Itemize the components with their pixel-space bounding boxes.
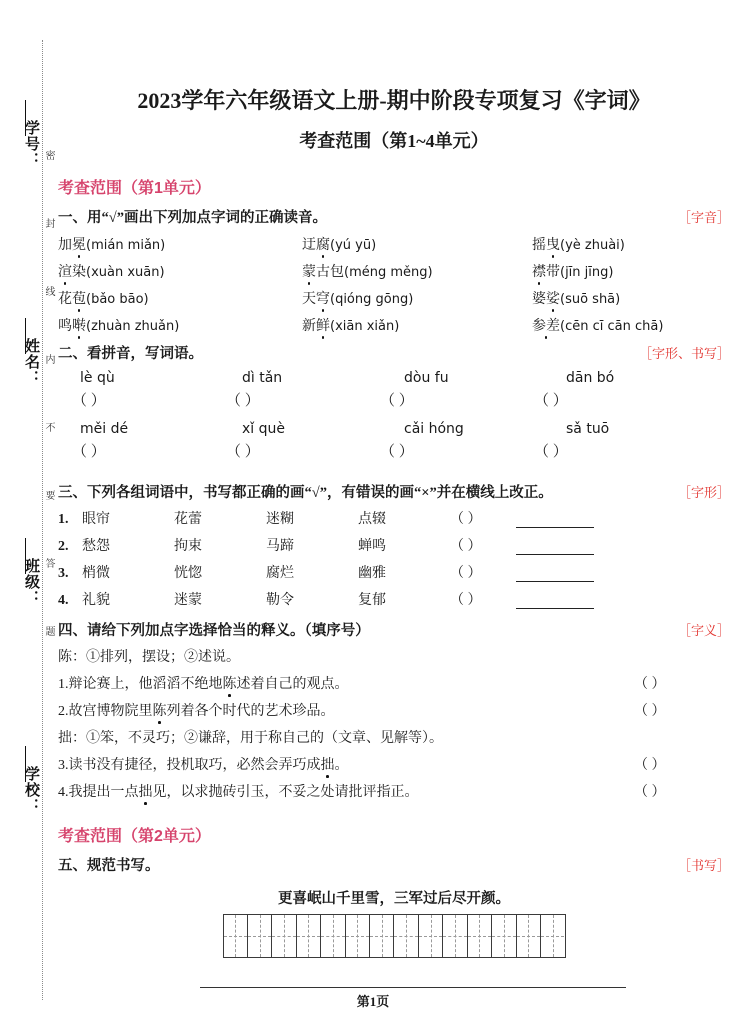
margin-field-name[interactable]: 姓名： xyxy=(23,338,40,386)
page-number: 第1页 xyxy=(356,994,390,1009)
pinyin-word-row xyxy=(58,369,730,387)
question-sentence xyxy=(58,700,335,720)
word-suffix: 古包 xyxy=(316,265,344,280)
pronunciation-row xyxy=(58,315,730,335)
pinyin-text: měi dé xyxy=(80,421,129,437)
answer-blank[interactable]: （ ） xyxy=(72,444,106,460)
pinyin-label xyxy=(544,420,706,438)
group-word[interactable]: 幽雅 xyxy=(358,566,386,581)
handwriting-grid[interactable] xyxy=(223,914,566,958)
pinyin-label xyxy=(382,420,544,438)
handwriting-cell[interactable] xyxy=(248,915,272,957)
handwriting-cell[interactable] xyxy=(468,915,492,957)
handwriting-cell[interactable] xyxy=(346,915,370,957)
word-group-row xyxy=(58,589,730,609)
dotted-character: 娑 xyxy=(546,288,560,308)
sentence-suffix: 见，以求抛砖引玉，不妥之处请批评指正。 xyxy=(152,785,419,800)
answer-parentheses[interactable] xyxy=(366,440,520,461)
pinyin-label xyxy=(58,420,220,438)
pinyin-choices[interactable]: (qióng gōng) xyxy=(330,292,414,307)
handwriting-cell[interactable] xyxy=(394,915,418,957)
section-3-tag: ［字形］ xyxy=(677,485,730,500)
group-word[interactable]: 愁怨 xyxy=(82,539,110,554)
correction-blank[interactable] xyxy=(516,541,594,555)
pronunciation-item[interactable] xyxy=(58,261,302,281)
sentence-suffix: 列着各个时代的艺术珍品。 xyxy=(166,704,335,719)
section-1-items xyxy=(58,234,730,335)
section-5-tag: ［书写］ xyxy=(677,858,730,873)
pinyin-choices[interactable]: (bǎo bāo) xyxy=(86,292,149,307)
group-word[interactable]: 花蕾 xyxy=(174,512,202,527)
sentence-suffix: 。 xyxy=(334,758,349,773)
pinyin-text: dòu fu xyxy=(404,370,449,386)
pinyin-choices[interactable]: (yè zhuài) xyxy=(560,238,625,253)
question-sentence xyxy=(58,754,349,774)
meaning-answer-parentheses[interactable]: （ ） xyxy=(634,758,666,773)
pinyin-text: cǎi hóng xyxy=(404,421,464,437)
section-4-header xyxy=(58,619,730,640)
meaning-question-row xyxy=(58,754,730,774)
section-3-items xyxy=(58,508,730,609)
pronunciation-item[interactable] xyxy=(302,234,532,254)
correction-blank[interactable] xyxy=(516,568,594,582)
pronunciation-item[interactable] xyxy=(532,315,663,335)
section-4-tag: ［字义］ xyxy=(677,623,730,638)
pronunciation-row xyxy=(58,261,730,281)
answer-blank[interactable]: （ ） xyxy=(380,444,414,460)
group-word[interactable]: 腐烂 xyxy=(266,566,294,581)
section-2-header xyxy=(58,342,730,363)
pinyin-choices[interactable]: (méng měng) xyxy=(344,265,433,280)
margin-rule-name xyxy=(25,318,26,354)
handwriting-cell[interactable] xyxy=(443,915,467,957)
answer-parentheses[interactable] xyxy=(212,440,366,461)
pinyin-label xyxy=(382,369,544,387)
dotted-character: 穹 xyxy=(316,288,330,308)
meaning-answer-parentheses[interactable]: （ ） xyxy=(634,677,666,692)
question-number: 1. xyxy=(58,677,69,692)
answer-blank[interactable]: （ ） xyxy=(380,393,414,409)
section-2-title: 二、看拼音，写词语。 xyxy=(58,346,203,362)
correction-blank[interactable] xyxy=(516,514,594,528)
pinyin-text: dān bó xyxy=(566,370,615,386)
meaning-question-row xyxy=(58,673,730,693)
pinyin-label xyxy=(220,369,382,387)
pronunciation-item[interactable] xyxy=(302,261,532,281)
group-word[interactable]: 复郁 xyxy=(358,593,386,608)
pinyin-word-row xyxy=(58,420,730,438)
group-word[interactable]: 迷蒙 xyxy=(174,593,202,608)
handwriting-cell[interactable] xyxy=(272,915,296,957)
word-prefix: 摇 xyxy=(532,238,546,253)
section-2-tag: ［字形、书写］ xyxy=(638,346,730,361)
pinyin-text: sǎ tuō xyxy=(566,421,610,437)
dotted-character: 陈 xyxy=(223,673,237,693)
meaning-answer-parentheses[interactable]: （ ） xyxy=(634,785,666,800)
section-1-header xyxy=(58,206,730,227)
margin-rule-school xyxy=(25,746,26,782)
pinyin-answer-row xyxy=(58,440,730,461)
footer-divider xyxy=(200,987,626,988)
dotted-character: 襟 xyxy=(532,261,546,281)
pronunciation-item[interactable] xyxy=(58,315,302,335)
meaning-answer-parentheses[interactable]: （ ） xyxy=(634,704,666,719)
answer-blank[interactable]: （ ） xyxy=(534,393,568,409)
pinyin-choices[interactable]: (xuàn xuān) xyxy=(86,265,165,280)
group-word[interactable]: 马蹄 xyxy=(266,539,294,554)
dotted-character: 陈 xyxy=(153,700,167,720)
handwriting-cell[interactable] xyxy=(419,915,443,957)
dotted-character: 腐 xyxy=(316,234,330,254)
handwriting-cell[interactable] xyxy=(517,915,541,957)
group-word[interactable]: 点辍 xyxy=(358,512,386,527)
section-1-title: 一、用“√”画出下列加点字词的正确读音。 xyxy=(58,210,327,226)
section-3-header xyxy=(58,481,730,502)
pinyin-choices[interactable]: (xiān xiǎn) xyxy=(330,319,400,334)
group-word[interactable]: 拘束 xyxy=(174,539,202,554)
pronunciation-item[interactable] xyxy=(532,234,625,254)
sentence-suffix: 述着自己的观点。 xyxy=(236,677,349,692)
group-word[interactable]: 蝉鸣 xyxy=(358,539,386,554)
dotted-character: 曳 xyxy=(546,234,560,254)
section-2-items xyxy=(58,369,730,471)
word-group-row xyxy=(58,508,730,528)
page-title: 2023学年六年级语文上册-期中阶段专项复习《字词》 xyxy=(137,88,651,113)
section-5-title: 五、规范书写。 xyxy=(58,858,160,874)
group-word[interactable]: 恍惚 xyxy=(174,566,202,581)
dotted-character: 渲 xyxy=(58,261,72,281)
pinyin-label xyxy=(58,369,220,387)
pronunciation-item[interactable] xyxy=(532,261,613,281)
unit-heading-1: 考查范围（第1单元） xyxy=(58,180,211,197)
pinyin-label xyxy=(544,369,706,387)
question-number: 4. xyxy=(58,785,69,800)
answer-parentheses[interactable] xyxy=(58,389,212,410)
row-spacer xyxy=(58,412,730,420)
section-4-title: 四、请给下列加点字选择恰当的释义。（填序号） xyxy=(58,623,370,639)
pronunciation-item[interactable] xyxy=(58,234,302,254)
word-prefix: 新 xyxy=(302,319,316,334)
group-word[interactable]: 勒令 xyxy=(266,593,294,608)
handwriting-cell[interactable] xyxy=(541,915,564,957)
answer-blank[interactable]: （ ） xyxy=(226,444,260,460)
group-answer-parentheses[interactable]: （ ） xyxy=(450,512,482,527)
pinyin-text: dì tǎn xyxy=(242,370,283,386)
margin-field-school[interactable]: 学校： xyxy=(23,766,40,814)
dotted-character: 冕 xyxy=(72,234,86,254)
word-prefix: 加 xyxy=(58,238,72,253)
word-prefix: 花 xyxy=(58,292,72,307)
group-number: 2. xyxy=(58,539,69,554)
pinyin-label xyxy=(220,420,382,438)
pinyin-text: xǐ què xyxy=(242,421,285,437)
meaning-question-row xyxy=(58,700,730,720)
question-sentence xyxy=(58,781,419,801)
handwriting-cell[interactable] xyxy=(297,915,321,957)
question-number: 2. xyxy=(58,704,69,719)
sentence-prefix: 我提出一点 xyxy=(68,785,139,800)
pronunciation-item[interactable] xyxy=(58,288,302,308)
answer-parentheses[interactable] xyxy=(520,389,674,410)
group-answer-parentheses[interactable]: （ ） xyxy=(450,593,482,608)
dotted-character: 拙 xyxy=(139,781,153,801)
correction-blank[interactable] xyxy=(516,595,594,609)
dotted-character: 鲜 xyxy=(316,315,330,335)
group-word[interactable]: 梢微 xyxy=(82,566,110,581)
group-word[interactable]: 礼貌 xyxy=(82,593,110,608)
answer-parentheses[interactable] xyxy=(520,440,674,461)
answer-parentheses[interactable] xyxy=(212,389,366,410)
pinyin-answer-row xyxy=(58,389,730,410)
margin-rule-student-id xyxy=(25,100,26,136)
pinyin-choices[interactable]: (zhuàn zhuǎn) xyxy=(86,319,180,334)
word-prefix: 鸣 xyxy=(58,319,72,334)
handwriting-cell[interactable] xyxy=(370,915,394,957)
word-group-row xyxy=(58,535,730,555)
row-spacer xyxy=(58,463,730,471)
sentence-prefix: 读书没有捷径，投机取巧，必然会弄巧成 xyxy=(68,758,321,773)
pinyin-choices[interactable]: (mián miǎn) xyxy=(86,238,166,253)
handwriting-cell[interactable] xyxy=(492,915,516,957)
handwriting-poem-line: 更喜岷山千里雪，三军过后尽开颜。 xyxy=(278,891,510,907)
dotted-character: 啭 xyxy=(72,315,86,335)
group-answer-parentheses[interactable]: （ ） xyxy=(450,566,482,581)
word-prefix: 天 xyxy=(302,292,316,307)
word-prefix: 婆 xyxy=(532,292,546,307)
answer-parentheses[interactable] xyxy=(366,389,520,410)
sentence-prefix: 辩论赛上，他滔滔不绝地 xyxy=(68,677,223,692)
definition-line: 陈：①排列，摆设；②述说。 xyxy=(58,650,240,665)
pronunciation-row xyxy=(58,288,730,308)
word-group-row xyxy=(58,562,730,582)
group-word[interactable]: 迷糊 xyxy=(266,512,294,527)
pinyin-choices[interactable]: (cēn cī cān chā) xyxy=(560,319,664,334)
page-subtitle: 考查范围（第1~4单元） xyxy=(299,131,489,151)
pinyin-choices[interactable]: (jīn jīng) xyxy=(560,265,614,280)
definition-line: 拙：①笨，不灵巧；②谦辞，用于称自己的（文章、见解等）。 xyxy=(58,731,443,746)
group-answer-parentheses[interactable]: （ ） xyxy=(450,539,482,554)
pinyin-choices[interactable]: (suō shā) xyxy=(560,292,621,307)
answer-blank[interactable]: （ ） xyxy=(72,393,106,409)
pronunciation-item[interactable] xyxy=(532,288,620,308)
pinyin-text: lè qù xyxy=(80,370,115,386)
pinyin-choices[interactable]: (yú yū) xyxy=(330,238,377,253)
pronunciation-item[interactable] xyxy=(302,315,532,335)
question-sentence xyxy=(58,673,349,693)
section-1-tag: ［字音］ xyxy=(677,210,730,225)
question-number: 3. xyxy=(58,758,69,773)
group-word[interactable]: 眼帘 xyxy=(82,512,110,527)
margin-field-student-id[interactable]: 学号： xyxy=(23,120,40,168)
seal-line-text: 密封线内不要答题 xyxy=(43,150,54,694)
answer-blank[interactable]: （ ） xyxy=(226,393,260,409)
meaning-question-row xyxy=(58,781,730,801)
dotted-character: 蒙 xyxy=(302,261,316,281)
word-suffix: 染 xyxy=(72,265,86,280)
group-number: 3. xyxy=(58,566,69,581)
dotted-character: 拙 xyxy=(321,754,335,774)
section-5-header xyxy=(58,854,730,875)
sentence-prefix: 故宫博物院里 xyxy=(68,704,153,719)
dotted-character: 参差 xyxy=(532,315,560,335)
section-4-items xyxy=(58,646,730,801)
margin-rule-class xyxy=(25,538,26,574)
handwriting-cell[interactable] xyxy=(321,915,345,957)
section-3-title: 三、下列各组词语中，书写都正确的画“√”，有错误的画“×”并在横线上改正。 xyxy=(58,485,553,501)
answer-blank[interactable]: （ ） xyxy=(534,444,568,460)
pronunciation-row xyxy=(58,234,730,254)
answer-parentheses[interactable] xyxy=(58,440,212,461)
unit-heading-2: 考查范围（第2单元） xyxy=(58,828,211,845)
dotted-character: 苞 xyxy=(72,288,86,308)
word-suffix: 带 xyxy=(546,265,560,280)
handwriting-cell[interactable] xyxy=(224,915,248,957)
group-number: 4. xyxy=(58,593,69,608)
margin-field-class[interactable]: 班级： xyxy=(23,558,40,606)
word-prefix: 迂 xyxy=(302,238,316,253)
pronunciation-item[interactable] xyxy=(302,288,532,308)
group-number: 1. xyxy=(58,512,69,527)
